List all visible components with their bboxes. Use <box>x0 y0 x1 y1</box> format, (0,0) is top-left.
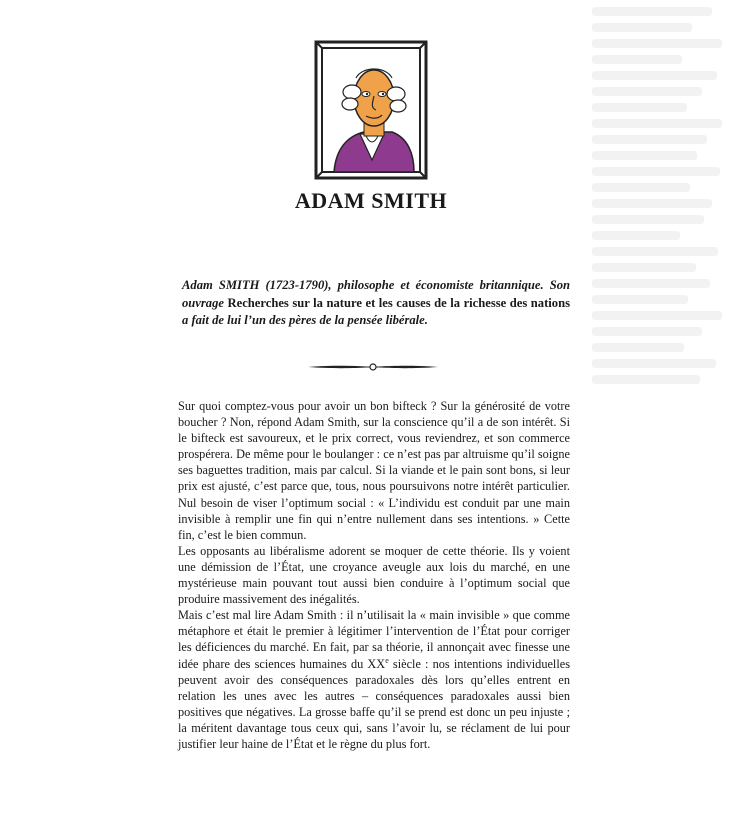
page-title: ADAM SMITH <box>294 188 448 213</box>
intro-book-title: Recherches sur la nature et les causes de la richesse des nations <box>227 295 571 310</box>
bleed-through-texture <box>592 0 742 814</box>
body-paragraph-1: Sur quoi comptez-vous pour avoir un bon bifteck ? Sur la générosité de votre boucher ? Non, répond Adam Smith, sur la conscience qu’il a de son intérêt. Si le bifteck est savoureux, et le prix correct, vous reviendrez, et son commerce prospérera. De même pour le boulanger : ce n’est pas par altruisme qu’il soigne ses baguettes tradition, mais par calcul. Si la viande et le pain sont bons, si leur prix est ajusté, c’est parce que, tous, nous poursuivons notre intérêt particulier. Nul besoin de viser l’optimum social : « L’individu est conduit par une main invisible à remplir une fin qui n’entre nullement dans ses intentions. » Cette fin, c’est le bien commun. <box>178 399 570 542</box>
century-superscript: e <box>385 655 389 665</box>
adam-smith-portrait-image <box>314 40 428 180</box>
body-paragraph-3 <box>178 607 570 752</box>
portrait-illustration <box>314 40 428 180</box>
decorative-divider <box>306 360 440 372</box>
body-paragraph-3a: Mais c’est mal lire Adam Smith : il n’utilisait la « main invisible » que comme métaphore et était le premier à légitimer l’intervention de l’État pour corriger les déficiences du marché. En fait, par sa théorie, il annonçait avec finesse une idée phare des sciences humaines du XX <box>178 608 570 671</box>
divider-ornament-icon <box>306 361 440 373</box>
body-paragraph-2: Les opposants au libéralisme adorent se moquer de cette théorie. Ils y voient une démission de l’État, une croyance aveugle aux lois du marché, en une mystérieuse main pouvant tout aussi bien conduire à l’optimum social que produire massivement des inégalités. <box>178 543 570 607</box>
article-body <box>178 398 570 752</box>
intro-text-part2: a fait de lui l’un des pères de la pensée libérale. <box>182 313 428 327</box>
body-paragraph-3b: siècle : nos intentions individuelles peuvent avoir des conséquences paradoxales dès lors qu’elles entrent en relation les unes avec les autres – conséquences paradoxales aussi bien positives que négatives. La grosse baffe qu’il se prend est donc un peu injuste ; la méritent davantage tous ceux qui, sans l’avoir lu, se réclament de lui pour justifier leur haine de l’État et le règne du plus fort. <box>178 656 570 751</box>
intro-text-part1: Adam SMITH (1723-1790), philosophe et économiste britannique. Son ouvrage <box>182 278 570 310</box>
intro-paragraph <box>182 277 570 330</box>
